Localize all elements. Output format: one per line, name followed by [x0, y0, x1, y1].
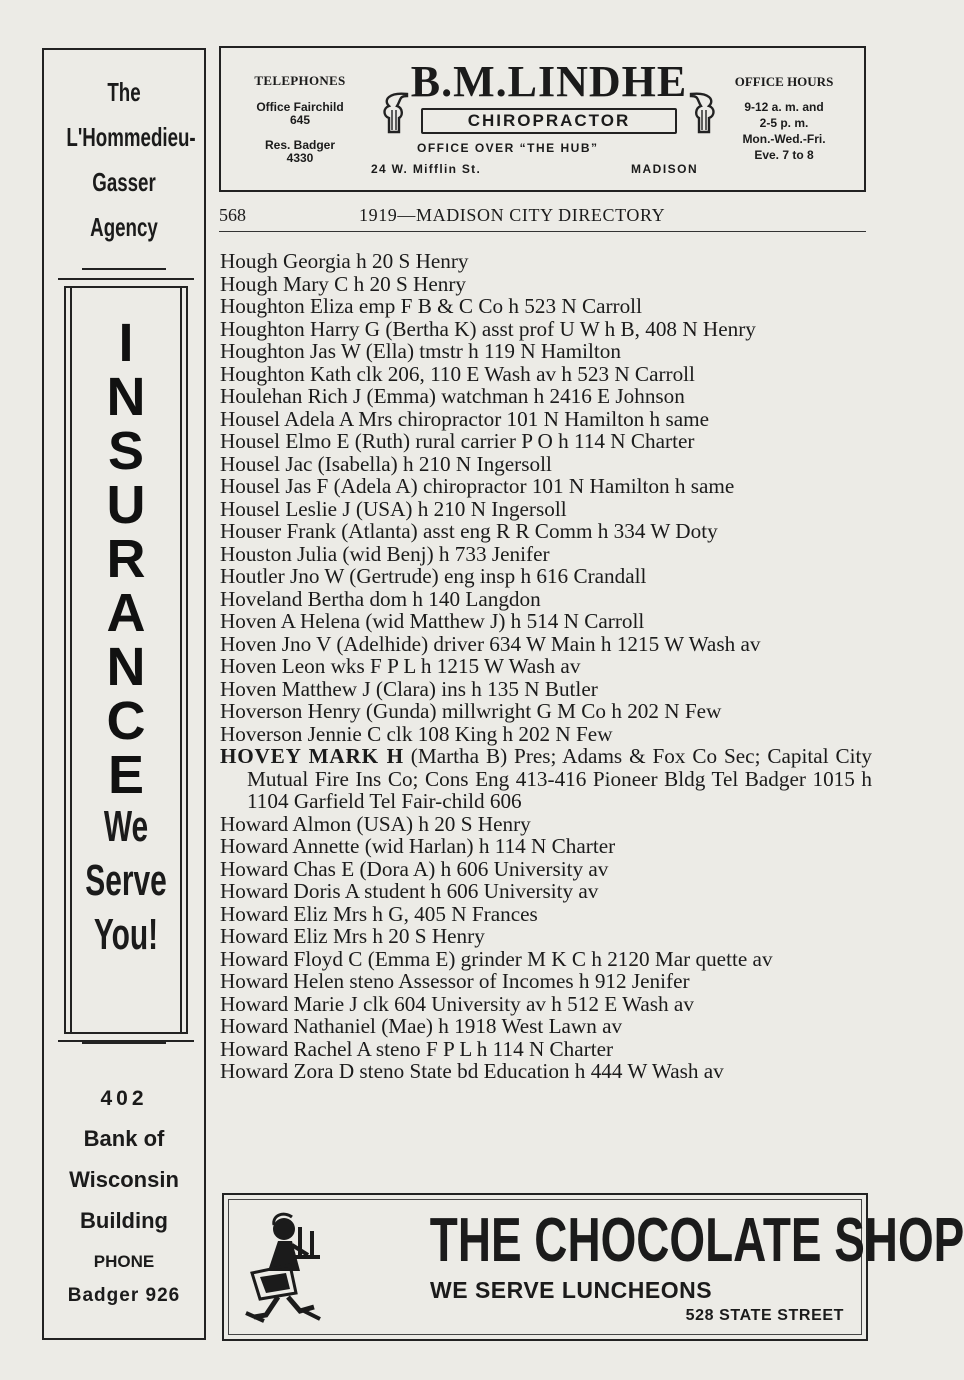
- entry-text: Howard Helen steno Assessor of Incomes h 912 Jenifer: [220, 969, 690, 993]
- agency-address: [44, 1080, 204, 1313]
- directory-entry: [220, 970, 872, 993]
- entry-text: Hough Georgia h 20 S Henry: [220, 249, 469, 273]
- profession-banner: CHIROPRACTOR: [421, 108, 677, 134]
- directory-entry: [220, 520, 872, 543]
- entry-text: Hoveland Bertha dom h 140 Langdon: [220, 586, 541, 611]
- insurance-letter: C: [106, 691, 146, 751]
- entry-text: Hoven A Helena (wid Matthew J) h 514 N Carroll: [220, 609, 645, 633]
- directory-entry: [220, 678, 872, 701]
- chocolate-shop-ad: [222, 1193, 964, 1341]
- directory-entry: [220, 250, 872, 273]
- office-hours-block: [722, 74, 846, 163]
- shop-slogan: WE SERVE LUNCHEONS: [430, 1277, 713, 1303]
- divider: [82, 1042, 166, 1044]
- entry-text: Houlehan Rich J (Emma) watchman h 2416 E Johnson: [220, 384, 685, 408]
- running-head: [219, 203, 866, 232]
- directory-entry: [220, 880, 872, 903]
- entry-text: Howard Rachel A steno F P L h 114 N Charter: [220, 1036, 614, 1061]
- hours-line: Mon.-Wed.-Fri.: [742, 132, 826, 146]
- entry-text: Howard Marie J clk 604 University av h 512 E Wash av: [220, 991, 694, 1016]
- page-number: 568: [219, 205, 246, 225]
- directory-entry: [220, 1038, 872, 1061]
- serve-line: Serve: [85, 856, 167, 905]
- address-line: Wisconsin: [69, 1167, 179, 1192]
- entry-text: Housel Adela A Mrs chiropractor 101 N Hamilton h same: [220, 406, 709, 431]
- serve-slogan: [58, 800, 194, 962]
- directory-entry: [220, 1060, 872, 1083]
- directory-entry: [220, 498, 872, 521]
- insurance-letter: S: [107, 421, 145, 481]
- divider: [64, 1032, 188, 1034]
- insurance-letter: N: [106, 367, 146, 427]
- entry-text: Hoven Leon wks F P L h 1215 W Wash av: [220, 654, 581, 678]
- directory-entry: [220, 430, 872, 453]
- directory-entry: [220, 813, 872, 836]
- entry-text: (Martha B) Pres; Adams & Fox Co Sec; Capital City Mutual Fire Ins Co; Cons Eng 413-416 Pioneer Bldg Tel Badger 1015 h 1104 Garfield Tel Fair-child 606: [247, 744, 872, 813]
- directory-entry: [220, 475, 872, 498]
- res-phone-number: 4330: [286, 151, 314, 165]
- directory-entry: [220, 295, 872, 318]
- directory-entry: [220, 543, 872, 566]
- entry-text: Houtler Jno W (Gertrude) eng insp h 616 Crandall: [220, 564, 647, 588]
- directory-entry: [220, 948, 872, 971]
- entry-text: Howard Floyd C (Emma E) grinder M K C h 2120 Mar quette av: [220, 946, 773, 971]
- entry-text: Hoverson Jennie C clk 108 King h 202 N Few: [220, 721, 613, 746]
- address-number: 402: [100, 1087, 148, 1110]
- waiter-icon: [238, 1211, 338, 1323]
- insurance-letter: E: [107, 745, 145, 805]
- lindhe-logo: [379, 58, 719, 138]
- directory-entry: [220, 723, 872, 746]
- directory-entry: [220, 565, 872, 588]
- insurance-agency-ad: [42, 48, 206, 1340]
- directory-entry: [220, 363, 872, 386]
- entry-text: Hoverson Henry (Gunda) millwright G M Co h 202 N Few: [220, 699, 722, 723]
- entry-text: Housel Leslie J (USA) h 210 N Ingersoll: [220, 496, 567, 521]
- serve-line: We: [103, 802, 149, 851]
- shop-name: THE CHOCOLATE SHOP: [429, 1206, 964, 1275]
- directory-entry: [220, 903, 872, 926]
- hours-line: 2-5 p. m.: [759, 116, 809, 130]
- directory-entry: [220, 588, 872, 611]
- entry-text: Housel Jac (Isabella) h 210 N Ingersoll: [220, 451, 552, 476]
- phone-number: Badger 926: [67, 1285, 181, 1306]
- entry-text: Houghton Harry G (Bertha K) asst prof U W h B, 408 N Henry: [220, 316, 756, 341]
- insurance-letter: U: [106, 475, 146, 535]
- entry-text: Houghton Jas W (Ella) tmstr h 119 N Hamilton: [220, 339, 621, 363]
- address-line: Bank of: [83, 1126, 165, 1151]
- insurance-letter: I: [118, 313, 134, 373]
- directory-entry: [220, 318, 872, 341]
- agency-line: Agency: [90, 212, 158, 242]
- divider: [64, 286, 188, 288]
- office-phone-number: 645: [289, 113, 311, 127]
- insurance-letter: N: [106, 637, 146, 697]
- insurance-letter: R: [106, 529, 146, 589]
- directory-entry: [220, 610, 872, 633]
- street-address: 24 W. Mifflin St.: [371, 162, 482, 176]
- directory-entry: [220, 633, 872, 656]
- entry-text: Housel Elmo E (Ruth) rural carrier P O h 114 N Charter: [220, 429, 695, 453]
- hours-line: Eve. 7 to 8: [754, 148, 814, 162]
- entry-text: Houston Julia (wid Benj) h 733 Jenifer: [220, 541, 550, 566]
- directory-entry: [220, 385, 872, 408]
- entry-text: Howard Annette (wid Harlan) h 114 N Charter: [220, 834, 616, 858]
- entry-text: Howard Almon (USA) h 20 S Henry: [220, 811, 531, 836]
- agency-line: Gasser: [92, 167, 156, 197]
- entry-text: Howard Doris A student h 606 University av: [220, 879, 599, 903]
- telephones-block: [241, 74, 359, 165]
- entry-text: Houghton Eliza emp F B & C Co h 523 N Carroll: [220, 294, 642, 318]
- shop-address: 528 STATE STREET: [685, 1307, 844, 1324]
- directory-entry: [220, 835, 872, 858]
- entry-text: Howard Eliz Mrs h G, 405 N Frances: [220, 901, 538, 926]
- divider: [82, 268, 166, 270]
- entry-text: Hoven Jno V (Adelhide) driver 634 W Main h 1215 W Wash av: [220, 631, 761, 656]
- serve-line: You!: [93, 910, 159, 959]
- practitioner-name: B.M.LINDHE: [410, 57, 688, 106]
- entry-text: Howard Chas E (Dora A) h 606 University av: [220, 856, 609, 881]
- phone-label: PHONE: [93, 1252, 155, 1271]
- office-location: OFFICE OVER “THE HUB”: [417, 141, 599, 155]
- entry-text: Houghton Kath clk 206, 110 E Wash av h 523 N Carroll: [220, 361, 695, 386]
- directory-listings: [220, 250, 872, 1083]
- entry-text: Houser Frank (Atlanta) asst eng R R Comm h 334 W Doty: [220, 519, 718, 543]
- city: MADISON: [631, 162, 699, 176]
- address-line: Building: [80, 1208, 168, 1233]
- directory-entry: [220, 408, 872, 431]
- directory-entry: [220, 1015, 872, 1038]
- office-hours-label: OFFICE HOURS: [734, 74, 834, 89]
- directory-entry: [220, 340, 872, 363]
- insurance-word: [58, 313, 194, 805]
- entry-text: Hoven Matthew J (Clara) ins h 135 N Butler: [220, 676, 598, 701]
- directory-entry: [220, 993, 872, 1016]
- entry-text: Howard Nathaniel (Mae) h 1918 West Lawn av: [220, 1014, 623, 1038]
- res-phone: Res. Badger: [264, 138, 336, 152]
- directory-entry: [220, 700, 872, 723]
- agency-line: The: [107, 77, 141, 107]
- agency-name: [44, 70, 204, 250]
- page-title: 1919—MADISON CITY DIRECTORY: [359, 205, 666, 225]
- entry-text: Housel Jas F (Adela A) chiropractor 101 N Hamilton h same: [220, 474, 735, 498]
- entry-text: Howard Zora D steno State bd Education h 444 W Wash av: [220, 1059, 724, 1083]
- entry-text: Howard Eliz Mrs h 20 S Henry: [220, 924, 485, 948]
- entry-text: Hough Mary C h 20 S Henry: [220, 271, 466, 296]
- hours-line: 9-12 a. m. and: [744, 100, 824, 114]
- directory-entry: [220, 745, 872, 813]
- directory-entry: [220, 858, 872, 881]
- telephones-label: TELEPHONES: [254, 73, 346, 88]
- directory-entry: [220, 655, 872, 678]
- office-phone: Office Fairchild: [256, 100, 344, 114]
- entry-bold-name: HOVEY MARK H: [220, 744, 404, 768]
- chiropractor-ad: [219, 46, 866, 192]
- insurance-letter: A: [106, 583, 146, 643]
- agency-line: L'Hommedieu-: [66, 122, 196, 152]
- directory-entry: [220, 453, 872, 476]
- insurance-panel: [58, 278, 194, 1042]
- directory-entry: [220, 925, 872, 948]
- directory-entry: [220, 273, 872, 296]
